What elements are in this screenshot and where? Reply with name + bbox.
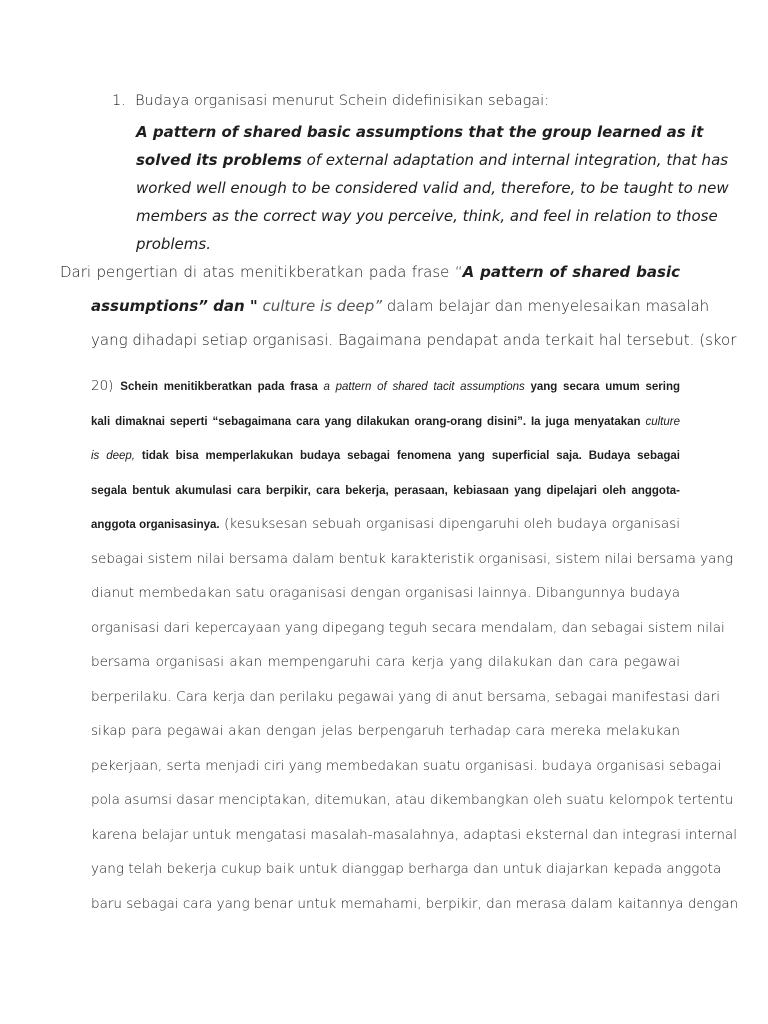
answer-text: pola asumsi dasar menciptakan, ditemukan, atau dikembangkan oleh suatu kelompok tertentu <box>91 792 734 808</box>
quote-text: members as the correct way you perceive, think, and feel in relation to those <box>136 207 718 225</box>
answer-line <box>91 473 680 508</box>
answer-line <box>91 507 680 542</box>
answer-paragraph <box>91 369 739 921</box>
answer-text: is deep, <box>91 450 135 462</box>
answer-text: segala bentuk akumulasi cara berpikir, cara bekerja, perasaan, kebiasaan yang dipelajari oleh anggota- <box>91 484 680 497</box>
prompt-text: Dari pengertian di atas menitikberatkan pada frase “ <box>60 263 463 281</box>
answer-text: Schein menitikberatkan pada frasa <box>120 381 324 393</box>
answer-text: dianut membedakan satu oraganisasi dengan organisasi lainnya. Dibangunnya budaya <box>91 585 680 601</box>
answer-line <box>91 680 720 715</box>
quote-line <box>136 146 729 174</box>
quote-text: problems. <box>136 235 211 253</box>
quote-text: worked well enough to be considered valid and, therefore, to be taught to new <box>136 179 729 197</box>
answer-line <box>91 576 680 611</box>
quote-line <box>136 202 718 230</box>
answer-text: berperilaku. Cara kerja dan perilaku pegawai yang di anut bersama, sebagai manifestasi dari <box>91 688 720 705</box>
answer-text: yang secara umum sering <box>524 381 680 393</box>
question-intro: Budaya organisasi menurut Schein didefinisikan sebagai: <box>135 93 550 109</box>
question-number: 1. <box>112 93 126 109</box>
prompt-text: assumptions” dan " <box>91 297 258 315</box>
question-intro-line <box>112 93 549 109</box>
quote-text: of external adaptation and internal integration, that has <box>301 151 729 169</box>
answer-line <box>91 404 680 439</box>
prompt-text: culture is deep” <box>257 297 382 315</box>
quote-line <box>136 118 704 146</box>
answer-text: bersama organisasi akan mempengaruhi cara kerja yang dilakukan dan cara pegawai <box>91 654 680 670</box>
answer-text: (kesuksesan sebuah organisasi dipengaruhi oleh budaya organisasi <box>219 516 680 532</box>
answer-text: pekerjaan, serta menjadi ciri yang membedakan suatu organisasi. budaya organisasi sebagai <box>91 757 722 774</box>
answer-line <box>91 783 734 818</box>
answer-line <box>91 818 737 853</box>
answer-line <box>91 645 680 680</box>
schein-definition-quote <box>136 118 729 258</box>
prompt-text: A pattern of shared basic <box>462 263 680 281</box>
answer-text: baru sebagai cara yang benar untuk memahami, berpikir, dan merasa dalam kaitannya dengan <box>91 895 739 912</box>
answer-line <box>91 749 722 784</box>
prompt-line <box>60 289 710 323</box>
answer-text: anggota organisasinya. <box>91 519 220 531</box>
answer-text: karena belajar untuk mengatasi masalah-masalahnya, adaptasi eksternal dan integrasi internal <box>91 826 737 843</box>
prompt-text: dalam belajar dan menyelesaikan masalah <box>381 297 710 315</box>
prompt-line <box>60 255 680 289</box>
quote-line <box>136 174 729 202</box>
answer-text: a pattern of shared tacit assumptions <box>323 381 525 393</box>
answer-line <box>91 852 722 887</box>
answer-line <box>91 611 725 646</box>
answer-text: culture <box>645 415 680 428</box>
question-prompt <box>60 255 737 357</box>
answer-text: organisasi dari kepercayaan yang dipegang teguh secara mendalam, dan sebagai sistem nilai <box>91 619 725 636</box>
quote-text: A pattern of shared basic assumptions that the group learned as it <box>136 123 704 141</box>
quote-text: solved its problems <box>136 151 302 169</box>
answer-text: tidak bisa memperlakukan budaya sebagai fenomena yang superficial saja. Budaya sebagai <box>134 450 680 462</box>
prompt-line <box>60 323 737 357</box>
answer-text: kali dimaknai seperti “sebagaimana cara yang dilakukan orang-orang disini”. Ia juga menyatakan <box>91 415 646 428</box>
answer-text: yang telah bekerja cukup baik untuk dianggap berharga dan untuk diajarkan kepada anggota <box>91 861 722 877</box>
answer-line <box>91 887 739 922</box>
answer-text: sikap para pegawai akan dengan jelas berpengaruh terhadap cara mereka melakukan <box>91 723 680 739</box>
answer-text: 20) <box>91 378 121 394</box>
answer-line <box>91 369 680 404</box>
answer-line <box>91 714 680 749</box>
answer-line <box>91 542 734 577</box>
answer-line <box>91 438 680 473</box>
prompt-text: yang dihadapi setiap organisasi. Bagaimana pendapat anda terkait hal tersebut. (skor <box>91 331 737 349</box>
answer-text: sebagai sistem nilai bersama dalam bentuk karakteristik organisasi, sistem nilai bersama yang <box>91 550 734 567</box>
quote-line <box>136 230 678 258</box>
